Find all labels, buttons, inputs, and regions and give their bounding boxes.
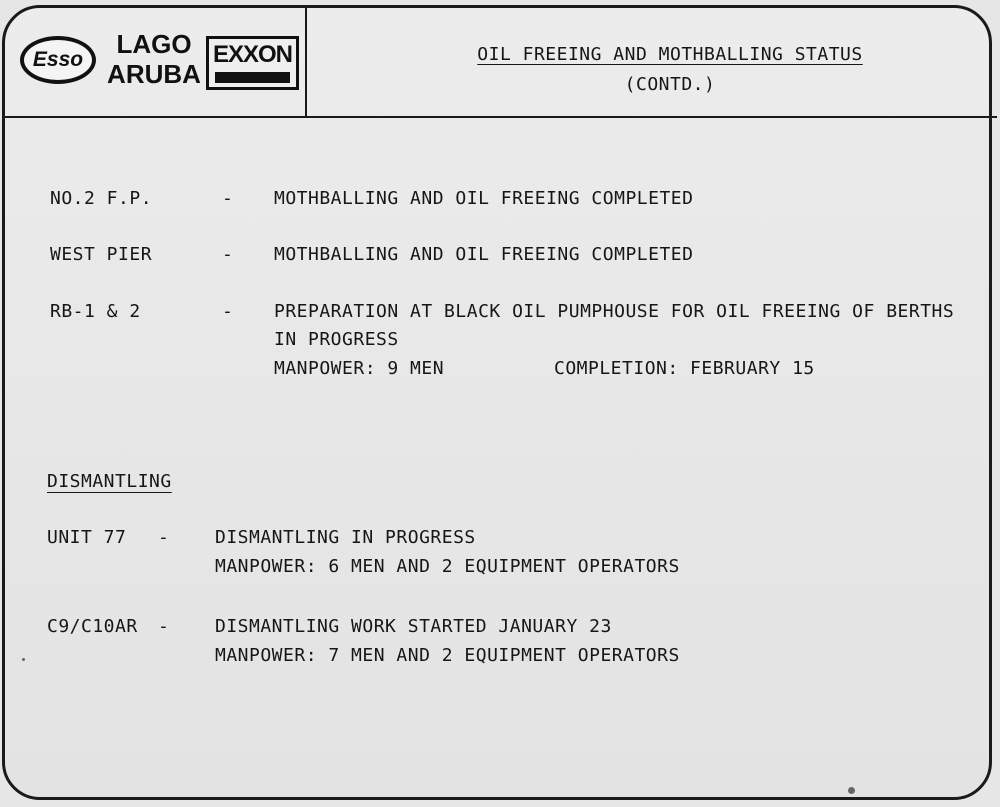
lago-aruba-logo <box>104 29 204 89</box>
section-heading-dismantling: DISMANTLING <box>47 471 172 492</box>
item-name: UNIT 77 <box>47 527 127 548</box>
item-dash: - <box>222 301 234 322</box>
item-dash: - <box>222 244 234 265</box>
logo-divider <box>305 8 307 116</box>
item-dash: - <box>158 616 170 637</box>
item-manpower: MANPOWER: 9 MEN <box>274 358 445 379</box>
exxon-bar <box>215 72 290 83</box>
lago-text: LAGO <box>116 29 192 59</box>
item-name: NO.2 F.P. <box>50 188 153 209</box>
item-manpower: MANPOWER: 6 MEN AND 2 EQUIPMENT OPERATORS <box>215 556 680 577</box>
aruba-text: ARUBA <box>107 59 201 89</box>
esso-logo: Esso <box>20 36 96 84</box>
item-status: PREPARATION AT BLACK OIL PUMPHOUSE FOR OIL FREEING OF BERTHS <box>274 301 955 322</box>
item-completion: COMPLETION: FEBRUARY 15 <box>554 358 815 379</box>
item-dash: - <box>158 527 170 548</box>
title-text: OIL FREEING AND MOTHBALLING STATUS <box>477 44 863 65</box>
item-status: DISMANTLING WORK STARTED JANUARY 23 <box>215 616 612 637</box>
item-manpower: MANPOWER: 7 MEN AND 2 EQUIPMENT OPERATORS <box>215 645 680 666</box>
item-status: MOTHBALLING AND OIL FREEING COMPLETED <box>274 188 694 209</box>
scan-speck <box>848 787 855 794</box>
item-name: C9/C10AR <box>47 616 138 637</box>
item-status: MOTHBALLING AND OIL FREEING COMPLETED <box>274 244 694 265</box>
document-sheet <box>2 5 992 800</box>
subtitle-text: (CONTD.) <box>624 74 716 95</box>
item-status-continued: IN PROGRESS <box>274 329 399 350</box>
document-title <box>430 40 910 100</box>
header-divider <box>5 116 997 118</box>
item-name: WEST PIER <box>50 244 153 265</box>
exxon-wordmark: EXXON <box>212 41 293 68</box>
item-name: RB-1 & 2 <box>50 301 141 322</box>
scan-speck <box>22 658 25 661</box>
exxon-logo <box>206 36 299 90</box>
item-dash: - <box>222 188 234 209</box>
item-status: DISMANTLING IN PROGRESS <box>215 527 476 548</box>
